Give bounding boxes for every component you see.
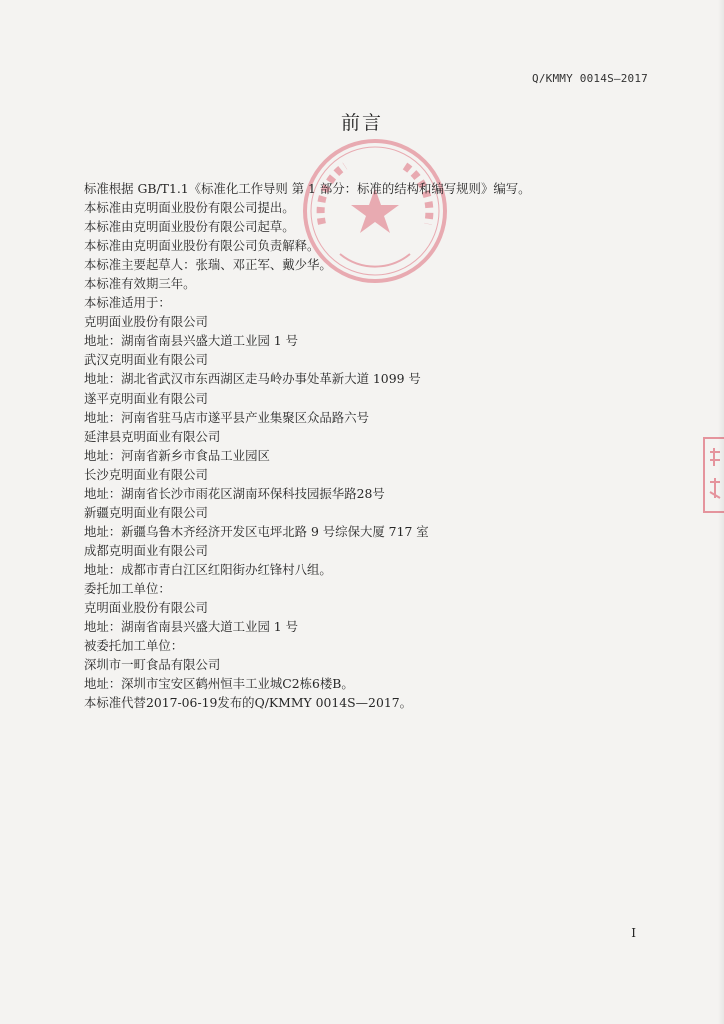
preface-line: 本标准适用于： <box>84 295 171 311</box>
preface-line: 长沙克明面业有限公司 <box>84 466 208 482</box>
preface-line: 地址：湖南省南县兴盛大道工业园 1 号 <box>84 333 299 349</box>
preface-line: 委托加工单位： <box>84 580 171 596</box>
preface-line: 本标准有效期三年。 <box>84 276 196 292</box>
preface-line: 标准根据 GB/T1.1《标准化工作导则 第 1 部分：标准的结构和编写规则》编写。 <box>84 181 531 196</box>
page-number: I <box>631 926 636 940</box>
preface-line: 地址：湖南省南县兴盛大道工业园 1 号 <box>84 619 299 635</box>
preface-line: 地址：成都市青白江区红阳街办红锋村八组。 <box>84 561 332 577</box>
preface-line: 克明面业股份有限公司 <box>84 314 208 330</box>
page-title: 前言 <box>340 112 383 134</box>
document-code: Q/KMMY 0014S—2017 <box>532 72 648 85</box>
preface-line: 被委托加工单位： <box>84 638 184 654</box>
preface-line: 武汉克明面业有限公司 <box>84 352 208 368</box>
preface-line: 本标准代替2017-06-19发布的Q/KMMY 0014S—2017。 <box>84 695 412 711</box>
preface-line: 地址：河南省新乡市食品工业园区 <box>84 447 270 463</box>
preface-line: 本标准主要起草人：张瑞、邓正军、戴少华。 <box>84 257 332 273</box>
preface-body <box>84 179 644 712</box>
preface-line: 地址：深圳市宝安区鹤州恒丰工业城C2栋6楼B。 <box>84 676 354 692</box>
preface-line: 地址：河南省驻马店市遂平县产业集聚区众品路六号 <box>84 409 369 425</box>
preface-line: 新疆克明面业有限公司 <box>84 504 208 520</box>
preface-line: 地址：新疆乌鲁木齐经济开发区屯坪北路 9 号综保大厦 717 室 <box>84 523 429 539</box>
preface-line: 克明面业股份有限公司 <box>84 600 208 616</box>
preface-line: 本标准由克明面业股份有限公司提出。 <box>84 200 295 216</box>
edge-seal-fragment-icon <box>702 436 724 514</box>
preface-line: 延津县克明面业有限公司 <box>84 428 221 444</box>
preface-line: 遂平克明面业有限公司 <box>84 390 208 406</box>
preface-line: 成都克明面业有限公司 <box>84 542 208 558</box>
preface-line: 本标准由克明面业股份有限公司起草。 <box>84 219 295 235</box>
preface-line: 深圳市一町食品有限公司 <box>84 657 221 673</box>
preface-line: 本标准由克明面业股份有限公司负责解释。 <box>84 238 320 254</box>
preface-line: 地址：湖南省长沙市雨花区湖南环保科技园振华路28号 <box>84 485 385 501</box>
preface-line: 地址：湖北省武汉市东西湖区走马岭办事处革新大道 1099 号 <box>84 371 421 387</box>
